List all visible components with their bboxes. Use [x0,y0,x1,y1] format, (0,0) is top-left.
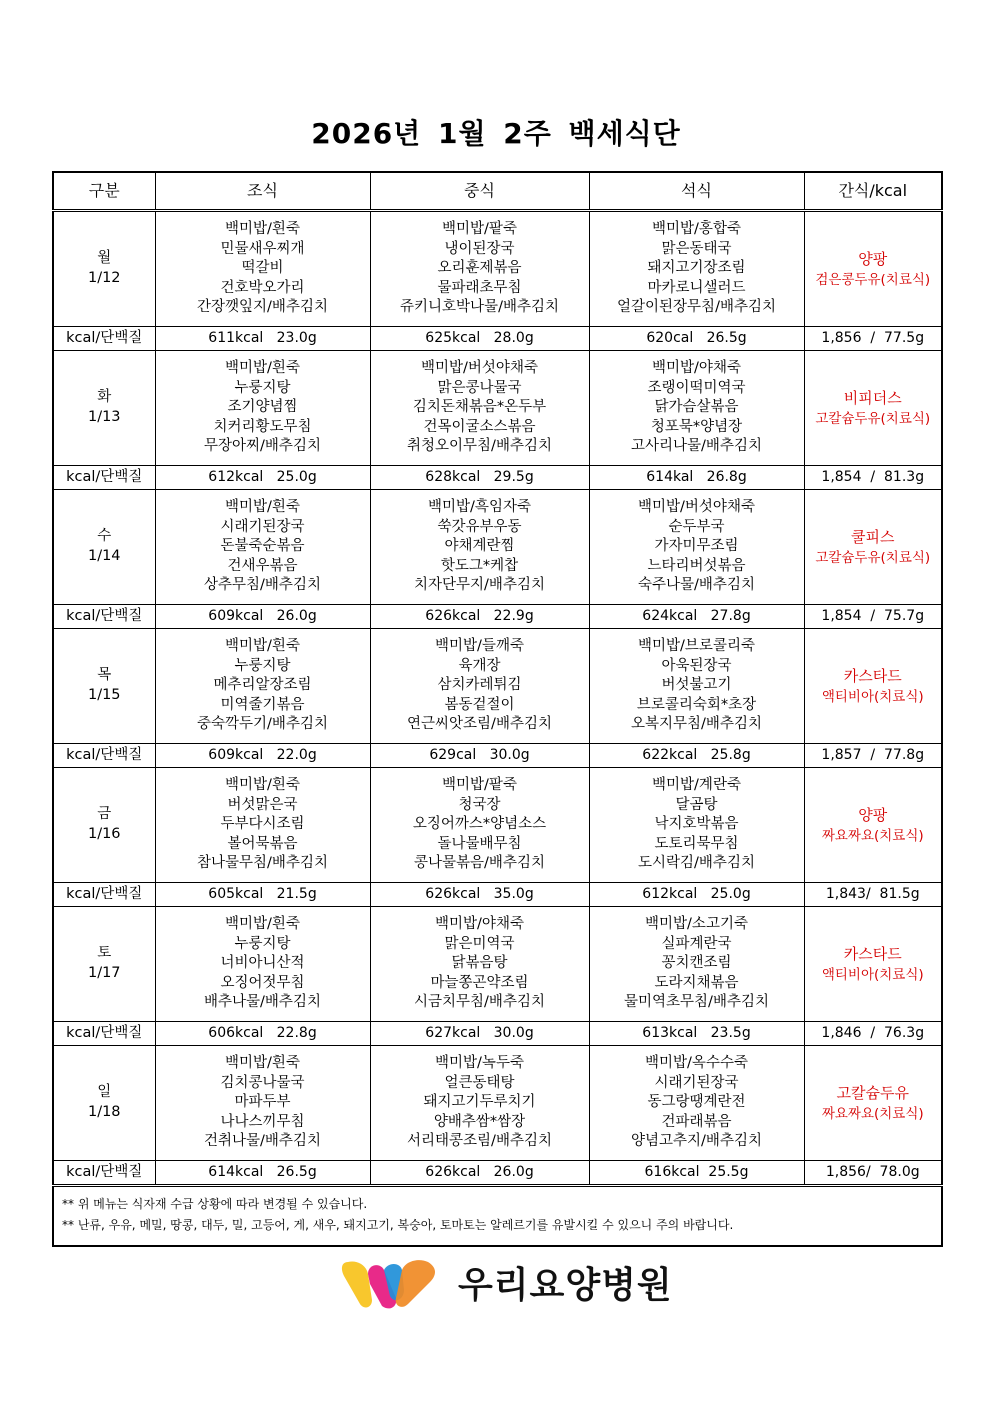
dinner-item: 백미밥/버섯야채죽 [638,499,755,516]
kcal-row [53,1161,942,1186]
lunch-kcal: 626kcal 22.9g [370,605,589,629]
day-cell [53,1046,155,1161]
breakfast-item: 미역줄기볶음 [220,696,305,713]
snack-cell [804,211,942,327]
dinner-kcal: 616kcal 25.5g [589,1161,804,1186]
breakfast-item: 백미밥/흰죽 [225,499,300,516]
dinner-cell [589,490,804,605]
lunch-item: 돼지고기두루치기 [423,1094,536,1111]
header-lunch: 중식 [370,172,589,211]
breakfast-item: 버섯맑은국 [227,796,298,813]
breakfast-item: 누룽지탕 [234,379,291,396]
breakfast-kcal: 612kcal 25.0g [155,466,370,490]
dinner-item: 도시락김/배추김치 [638,855,755,872]
day-date: 1/16 [87,826,121,842]
day-name: 목 [97,667,112,684]
lunch-item: 시금치무침/배추김치 [414,994,545,1011]
lunch-kcal: 626kcal 26.0g [370,1161,589,1186]
breakfast-item: 백미밥/흰죽 [225,777,300,794]
dinner-item: 마카로니샐러드 [647,279,746,296]
dinner-item: 아욱된장국 [661,657,732,674]
dinner-item: 조랭이떡미역국 [647,379,746,396]
day-name: 토 [97,945,112,962]
snack-therapeutic-item: 고칼슘두유(치료식) [815,550,931,566]
breakfast-item: 민물새우찌개 [220,240,305,257]
lunch-item: 오징어까스*양념소스 [412,816,547,833]
breakfast-item: 백미밥/흰죽 [225,638,300,655]
snack-cell [804,629,942,744]
snack-therapeutic-item: 짜요짜요(치료식) [821,828,924,844]
notes-row [53,1186,942,1247]
breakfast-item: 배추나물/배추김치 [204,994,321,1011]
dinner-cell [589,1046,804,1161]
kcal-label: kcal/단백질 [53,466,155,490]
dinner-item: 백미밥/소고기죽 [645,916,748,933]
lunch-item: 육개장 [458,657,501,674]
breakfast-item: 너비아니산적 [220,955,305,972]
lunch-item: 쑥갓유부우동 [437,518,522,535]
breakfast-item: 간장깻잎지/배추김치 [197,299,328,316]
meal-row [53,907,942,1022]
total-kcal: 1,846 / 76.3g [804,1022,942,1046]
snack-item: 고칼슘두유 [836,1084,909,1102]
breakfast-cell [155,211,370,327]
lunch-item: 핫도그*케찹 [440,557,519,574]
lunch-item: 야채계란찜 [444,538,515,555]
lunch-item: 연근씨앗조림/배추김치 [407,716,552,733]
snack-item: 양팡 [858,250,888,268]
breakfast-item: 돈불죽순볶음 [220,538,305,555]
dinner-item: 백미밥/홍합죽 [652,221,741,238]
breakfast-item: 중숙깍두기/배추김치 [197,716,328,733]
lunch-item: 양배추쌈*쌈장 [433,1113,526,1130]
day-name: 금 [97,806,112,823]
dinner-item: 돼지고기장조림 [647,260,746,277]
total-kcal: 1,857 / 77.8g [804,744,942,768]
day-cell [53,211,155,327]
breakfast-item: 떡갈비 [241,260,284,277]
dinner-item: 숙주나물/배추김치 [638,577,755,594]
snack-cell [804,351,942,466]
dinner-item: 도라지채볶음 [654,974,739,991]
kcal-row [53,466,942,490]
dinner-item: 양념고추지/배추김치 [631,1133,762,1150]
breakfast-kcal: 609kcal 26.0g [155,605,370,629]
dinner-item: 브로콜리숙회*초장 [636,696,757,713]
lunch-item: 닭볶음탕 [451,955,508,972]
lunch-cell [370,211,589,327]
breakfast-item: 참나물무침/배추김치 [197,855,328,872]
breakfast-kcal: 614kcal 26.5g [155,1161,370,1186]
lunch-item: 취청오이무침/배추김치 [407,438,552,455]
dinner-item: 얼갈이된장무침/배추김치 [617,299,776,316]
lunch-cell [370,490,589,605]
notes-cell [53,1186,942,1247]
lunch-kcal: 627kcal 30.0g [370,1022,589,1046]
dinner-cell [589,351,804,466]
snack-therapeutic-item: 액티비아(치료식) [821,967,924,983]
lunch-cell [370,1046,589,1161]
total-kcal: 1,854 / 81.3g [804,466,942,490]
lunch-kcal: 629cal 30.0g [370,744,589,768]
kcal-label: kcal/단백질 [53,883,155,907]
dinner-item: 물미역초무침/배추김치 [624,994,769,1011]
lunch-item: 오리훈제볶음 [437,260,522,277]
day-date: 1/12 [87,270,121,286]
snack-therapeutic-item: 검은콩두유(치료식) [815,272,931,288]
total-kcal: 1,856/ 78.0g [804,1161,942,1186]
lunch-item: 냉이된장국 [444,240,515,257]
header-dinner: 석식 [589,172,804,211]
snack-cell [804,907,942,1022]
kcal-row [53,744,942,768]
breakfast-item: 누룽지탕 [234,935,291,952]
breakfast-kcal: 605kcal 21.5g [155,883,370,907]
day-date: 1/14 [87,548,121,564]
dinner-item: 백미밥/브로콜리죽 [638,638,755,655]
dinner-item: 버섯불고기 [661,677,732,694]
snack-cell [804,768,942,883]
dinner-cell [589,907,804,1022]
lunch-item: 백미밥/팥죽 [442,221,517,238]
lunch-item: 쥬키니호박나물/배추김치 [400,299,559,316]
dinner-kcal: 614kal 26.8g [589,466,804,490]
dinner-item: 백미밥/계란죽 [652,777,741,794]
lunch-cell [370,768,589,883]
lunch-item: 김치돈채볶음*온두부 [412,399,547,416]
day-date: 1/13 [87,409,121,425]
snack-item: 카스타드 [843,667,902,685]
menu-table [52,171,943,1247]
lunch-item: 건목이굴소스볶음 [423,418,536,435]
dinner-item: 닭가슴살볶음 [654,399,739,416]
dinner-item: 고사리나물/배추김치 [631,438,762,455]
breakfast-item: 치커리황도무침 [213,418,312,435]
breakfast-item: 마파두부 [234,1094,291,1111]
breakfast-item: 건새우볶음 [227,557,298,574]
dinner-cell [589,211,804,327]
kcal-row [53,1022,942,1046]
note-change: ** 위 메뉴는 식자재 수급 상황에 따라 변경될 수 있습니다. [62,1197,368,1211]
dinner-item: 달곰탕 [675,796,718,813]
meal-row [53,211,942,327]
hospital-name: 우리요양병원 [458,1265,673,1306]
breakfast-cell [155,768,370,883]
dinner-item: 시래기된장국 [654,1074,739,1091]
lunch-kcal: 628kcal 29.5g [370,466,589,490]
breakfast-cell [155,1046,370,1161]
day-date: 1/15 [87,687,121,703]
kcal-row [53,883,942,907]
dinner-item: 순두부국 [668,518,725,535]
day-name: 수 [97,528,112,545]
lunch-item: 맑은콩나물국 [437,379,522,396]
snack-item: 쿨피스 [851,528,895,546]
lunch-item: 백미밥/팥죽 [442,777,517,794]
breakfast-item: 두부다시조림 [220,816,305,833]
lunch-item: 맑은미역국 [444,935,515,952]
breakfast-item: 건취나물/배추김치 [204,1133,321,1150]
lunch-cell [370,907,589,1022]
dinner-kcal: 620cal 26.5g [589,327,804,351]
day-date: 1/18 [87,1104,121,1120]
header-breakfast: 조식 [155,172,370,211]
dinner-cell [589,768,804,883]
kcal-label: kcal/단백질 [53,744,155,768]
meal-row [53,490,942,605]
total-kcal: 1,843/ 81.5g [804,883,942,907]
total-kcal: 1,854 / 75.7g [804,605,942,629]
snack-cell [804,490,942,605]
day-cell [53,907,155,1022]
lunch-kcal: 625kcal 28.0g [370,327,589,351]
day-cell [53,351,155,466]
snack-item: 양팡 [858,806,888,824]
header-category: 구분 [53,172,155,211]
day-name: 월 [97,250,112,267]
note-allergy: ** 난류, 우유, 메밀, 땅콩, 대두, 밀, 고등어, 게, 새우, 돼지고기, 복숭아, 토마토는 알레르기를 유발시킬 수 있으니 주의 바랍니다. [62,1218,734,1232]
lunch-cell [370,629,589,744]
w-logo-icon [338,1254,448,1314]
breakfast-item: 무장아찌/배추김치 [204,438,321,455]
breakfast-item: 김치콩나물국 [220,1074,305,1091]
dinner-item: 낙지호박볶음 [654,816,739,833]
lunch-item: 봄동겉절이 [444,696,515,713]
breakfast-item: 상추무침/배추김치 [204,577,321,594]
logo-stroke-orange [396,1260,435,1307]
lunch-item: 백미밥/흑임자죽 [428,499,531,516]
page-title: 2026년 1월 2주 백세식단 [311,117,681,150]
lunch-item: 청국장 [458,796,501,813]
breakfast-cell [155,351,370,466]
dinner-kcal: 622kcal 25.8g [589,744,804,768]
dinner-kcal: 613kcal 23.5g [589,1022,804,1046]
breakfast-item: 건호박오가리 [220,279,305,296]
day-cell [53,768,155,883]
kcal-label: kcal/단백질 [53,605,155,629]
snack-therapeutic-item: 고칼슘두유(치료식) [815,411,931,427]
header-row [53,172,942,211]
lunch-item: 삼치카레튀김 [437,677,522,694]
breakfast-kcal: 611kcal 23.0g [155,327,370,351]
breakfast-item: 백미밥/흰죽 [225,1055,300,1072]
breakfast-item: 시래기된장국 [220,518,305,535]
dinner-item: 느타리버섯볶음 [647,557,746,574]
snack-cell [804,1046,942,1161]
kcal-label: kcal/단백질 [53,327,155,351]
day-name: 일 [97,1084,112,1101]
lunch-item: 마늘쫑곤약조림 [430,974,529,991]
kcal-label: kcal/단백질 [53,1022,155,1046]
snack-item: 비피더스 [843,389,902,407]
dinner-item: 동그랑땡계란전 [647,1094,746,1111]
header-snack: 간식/kcal [804,172,942,211]
day-date: 1/17 [87,965,121,981]
dinner-item: 백미밥/야채죽 [652,360,741,377]
lunch-item: 돌나물배무침 [437,835,522,852]
breakfast-item: 백미밥/흰죽 [225,360,300,377]
meal-row [53,768,942,883]
lunch-kcal: 626kcal 35.0g [370,883,589,907]
dinner-item: 건파래볶음 [661,1113,732,1130]
breakfast-cell [155,629,370,744]
breakfast-cell [155,907,370,1022]
breakfast-item: 나나스끼무침 [220,1113,305,1130]
kcal-label: kcal/단백질 [53,1161,155,1186]
breakfast-item: 누룽지탕 [234,657,291,674]
breakfast-item: 조기양념찜 [227,399,298,416]
breakfast-item: 오징어젓무침 [220,974,305,991]
dinner-item: 백미밥/옥수수죽 [645,1055,748,1072]
dinner-cell [589,629,804,744]
logo-stroke-yellow [342,1262,372,1308]
lunch-item: 백미밥/녹두죽 [435,1055,524,1072]
total-kcal: 1,856 / 77.5g [804,327,942,351]
dinner-item: 오복지무침/배추김치 [631,716,762,733]
lunch-item: 백미밥/버섯야채죽 [421,360,538,377]
day-name: 화 [97,389,112,406]
breakfast-kcal: 609kcal 22.0g [155,744,370,768]
dinner-item: 청포묵*양념장 [650,418,743,435]
snack-therapeutic-item: 짜요짜요(치료식) [821,1106,924,1122]
dinner-item: 가자미무조림 [654,538,739,555]
dinner-item: 꽁치캔조림 [661,955,732,972]
lunch-item: 서리태콩조림/배추김치 [407,1133,552,1150]
kcal-row [53,327,942,351]
breakfast-item: 메추리알장조림 [213,677,312,694]
snack-item: 카스타드 [843,945,902,963]
breakfast-kcal: 606kcal 22.8g [155,1022,370,1046]
lunch-item: 물파래초무침 [437,279,522,296]
lunch-cell [370,351,589,466]
meal-row [53,351,942,466]
meal-row [53,1046,942,1161]
breakfast-cell [155,490,370,605]
meal-row [53,629,942,744]
lunch-item: 치자단무지/배추김치 [414,577,545,594]
breakfast-item: 백미밥/흰죽 [225,221,300,238]
lunch-item: 얼큰동태탕 [444,1074,515,1091]
lunch-item: 백미밥/야채죽 [435,916,524,933]
day-cell [53,629,155,744]
day-cell [53,490,155,605]
dinner-kcal: 624kcal 27.8g [589,605,804,629]
dinner-item: 도토리묵무침 [654,835,739,852]
breakfast-item: 볼어묵볶음 [227,835,298,852]
dinner-item: 맑은동태국 [661,240,732,257]
lunch-item: 백미밥/들깨죽 [435,638,524,655]
lunch-item: 콩나물볶음/배추김치 [414,855,545,872]
dinner-item: 실파계란국 [661,935,732,952]
kcal-row [53,605,942,629]
dinner-kcal: 612kcal 25.0g [589,883,804,907]
breakfast-item: 백미밥/흰죽 [225,916,300,933]
snack-therapeutic-item: 액티비아(치료식) [821,689,924,705]
